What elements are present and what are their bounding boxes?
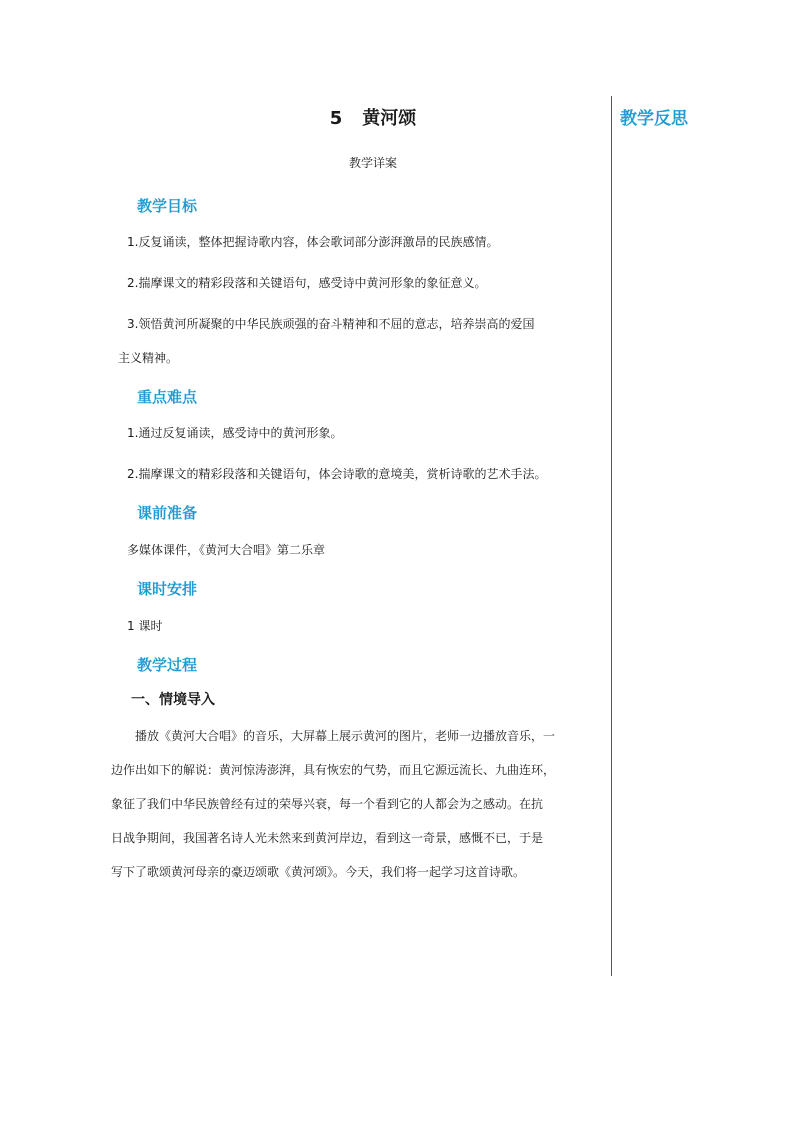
section-heading-process: 教学过程: [137, 656, 198, 674]
margin-divider: [611, 96, 612, 976]
goal-item: 主义精神。: [118, 351, 179, 365]
section-heading-preparation: 课前准备: [137, 504, 198, 522]
schedule-text: 1 课时: [127, 619, 163, 633]
lesson-number: 5: [329, 108, 343, 129]
paragraph-line: 象征了我们中华民族曾经有过的荣辱兴衰，每一个看到它的人都会为之感动。在抗: [111, 797, 544, 811]
preparation-text: 多媒体课件，《黄河大合唱》第二乐章: [127, 543, 326, 557]
goal-item: 2.揣摩课文的精彩段落和关键语句，感受诗中黄河形象的象征意义。: [127, 276, 487, 290]
section-heading-key-points: 重点难点: [137, 388, 198, 406]
page-title: [118, 106, 608, 132]
reflection-heading: 教学反思: [620, 109, 688, 129]
process-sub-heading: 一、情境导入: [131, 692, 215, 708]
lesson-title: 黄河颂: [362, 108, 417, 129]
goal-item: 1.反复诵读，整体把握诗歌内容，体会歌词部分澎湃激昂的民族感情。: [127, 235, 499, 249]
key-point-item: 2.揣摩课文的精彩段落和关键语句，体会诗歌的意境美，赏析诗歌的艺术手法。: [127, 467, 547, 481]
section-heading-goals: 教学目标: [137, 197, 198, 215]
paragraph-line: 播放《黄河大合唱》的音乐，大屏幕上展示黄河的图片，老师一边播放音乐，一: [111, 729, 556, 743]
page-subtitle: 教学详案: [348, 156, 397, 170]
goal-item: 3.领悟黄河所凝聚的中华民族顽强的奋斗精神和不屈的意志，培养崇高的爱国: [127, 317, 535, 331]
paragraph-line: 写下了歌颂黄河母亲的豪迈颂歌《黄河颂》。今天，我们将一起学习这首诗歌。: [111, 865, 526, 879]
key-point-item: 1.通过反复诵读，感受诗中的黄河形象。: [127, 426, 343, 440]
lesson-plan: [111, 96, 608, 881]
intro-paragraph: [111, 727, 601, 881]
section-heading-schedule: 课时安排: [137, 580, 198, 598]
paragraph-line: 日战争期间，我国著名诗人光未然来到黄河岸边，看到这一奇景，感慨不已，于是: [111, 831, 544, 845]
paragraph-line: 边作出如下的解说：黄河惊涛澎湃，具有恢宏的气势，而且它源远流长、九曲连环，: [111, 763, 556, 777]
